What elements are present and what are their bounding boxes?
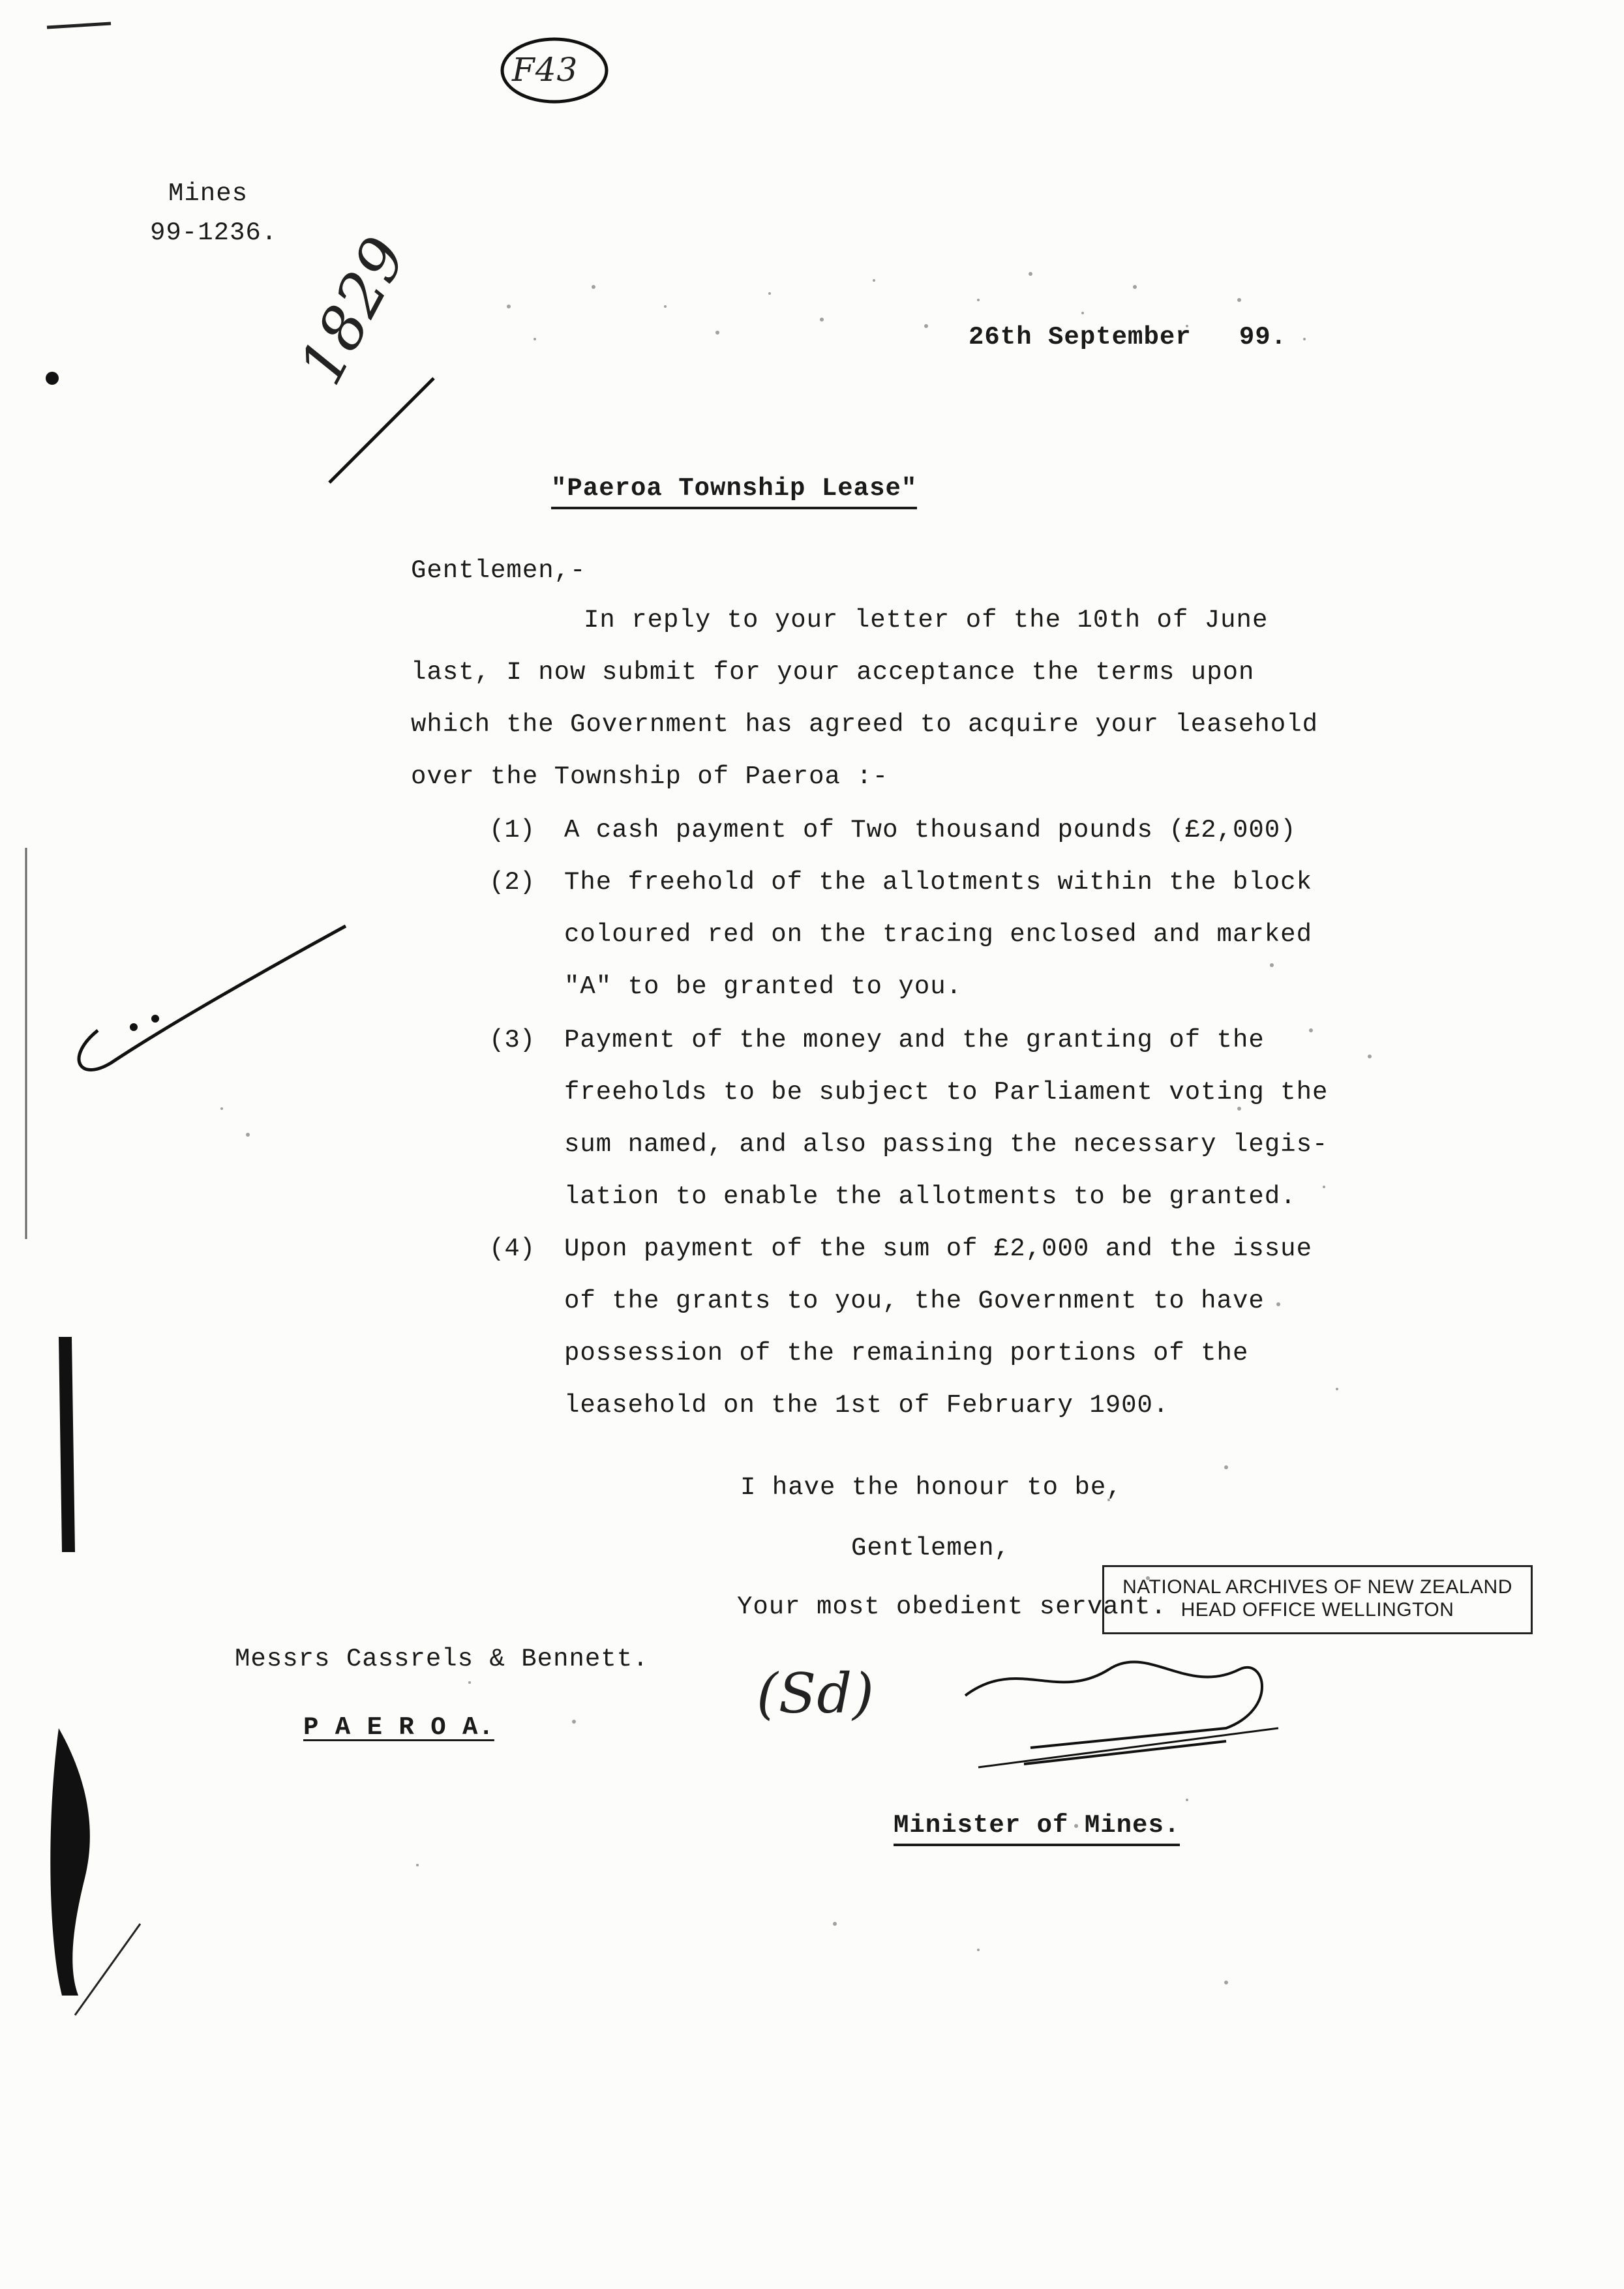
folio-number: F43 bbox=[512, 51, 579, 89]
letter-title: "Paeroa Township Lease" bbox=[551, 476, 917, 509]
closing-line: Your most obedient servant. bbox=[737, 1593, 1167, 1621]
reference-line-1: Mines bbox=[168, 179, 248, 208]
term-line: "A" to be granted to you. bbox=[564, 972, 963, 1001]
closing-line: I have the honour to be, bbox=[740, 1473, 1122, 1502]
term-line: coloured red on the tracing enclosed and marked bbox=[564, 920, 1312, 949]
term-line: lation to enable the allotments to be granted. bbox=[564, 1182, 1297, 1211]
term-line: A cash payment of Two thousand pounds (£2,000) bbox=[564, 816, 1297, 845]
addressee-name: Messrs Cassrels & Bennett. bbox=[235, 1645, 649, 1673]
margin-dot bbox=[151, 1015, 159, 1023]
archive-stamp bbox=[1102, 1565, 1533, 1634]
addressee-place: P A E R O A. bbox=[303, 1713, 494, 1742]
intro-line: which the Government has agreed to acquire your leasehold bbox=[411, 710, 1319, 739]
term-line: Payment of the money and the granting of the bbox=[564, 1026, 1265, 1055]
term-number: (2) bbox=[489, 868, 535, 897]
margin-dot bbox=[130, 1023, 138, 1031]
term-line: The freehold of the allotments within the block bbox=[564, 868, 1312, 897]
closing-line: Gentlemen, bbox=[851, 1534, 1011, 1563]
archive-stamp-line-2: HEAD OFFICE WELLINGTON bbox=[1180, 1598, 1454, 1621]
intro-line: In reply to your letter of the 10th of June bbox=[584, 606, 1269, 635]
salutation: Gentlemen,- bbox=[411, 556, 586, 585]
reference-line-2: 99-1236. bbox=[150, 218, 278, 247]
signature bbox=[965, 1662, 1262, 1748]
term-line: Upon payment of the sum of £2,000 and the issue bbox=[564, 1234, 1312, 1263]
intro-line: last, I now submit for your acceptance the terms upon bbox=[411, 658, 1255, 687]
signature-prefix: (Sd) bbox=[757, 1662, 875, 1726]
punch-hole bbox=[46, 372, 59, 385]
archive-stamp-line-1: NATIONAL ARCHIVES OF NEW ZEALAND bbox=[1122, 1576, 1512, 1598]
term-line: sum named, and also passing the necessary legis- bbox=[564, 1130, 1329, 1159]
term-line: of the grants to you, the Government to have bbox=[564, 1287, 1265, 1315]
term-line: freeholds to be subject to Parliament voting the bbox=[564, 1078, 1329, 1107]
term-number: (4) bbox=[489, 1234, 535, 1263]
signature-stroke bbox=[978, 1728, 1278, 1767]
margin-curve bbox=[79, 926, 346, 1070]
intro-line: over the Township of Paeroa :- bbox=[411, 762, 889, 791]
term-line: leasehold on the 1st of February 1900. bbox=[564, 1391, 1169, 1420]
corner-mark bbox=[47, 23, 111, 27]
term-line: possession of the remaining portions of the bbox=[564, 1339, 1249, 1368]
binding-shadow bbox=[59, 1337, 75, 1552]
handwritten-number: 1829 bbox=[285, 225, 421, 396]
letter-date: 26th September 99. bbox=[969, 323, 1287, 352]
signatory-title: Minister of Mines. bbox=[894, 1813, 1180, 1846]
binding-shadow bbox=[50, 1728, 90, 1996]
binding-line bbox=[75, 1924, 140, 2015]
term-number: (3) bbox=[489, 1026, 535, 1055]
term-number: (1) bbox=[489, 816, 535, 845]
